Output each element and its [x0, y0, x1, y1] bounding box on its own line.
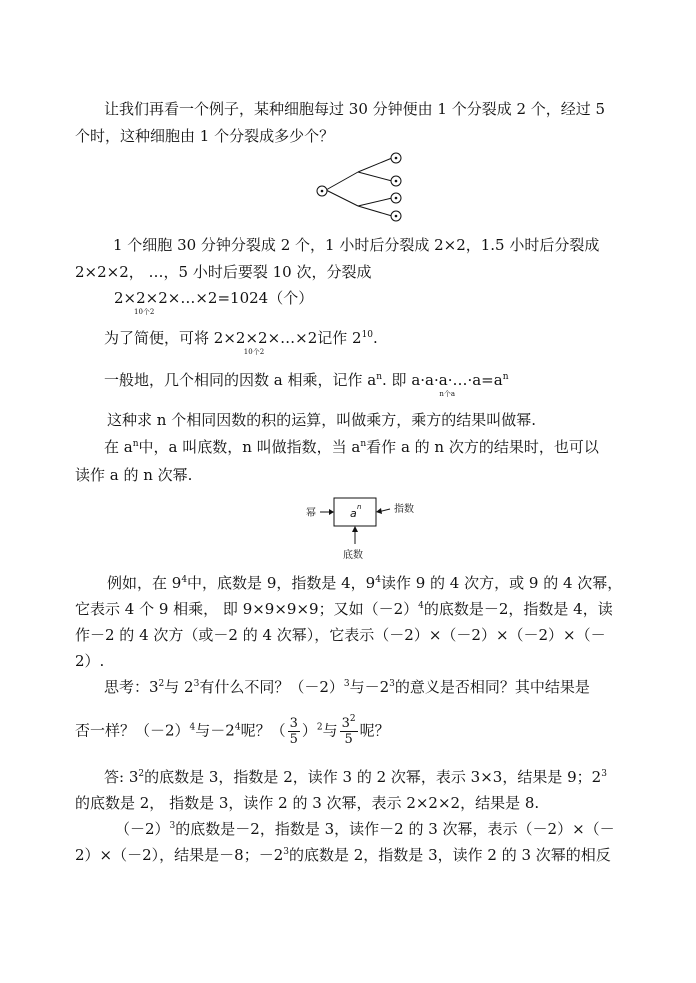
general-text: =a	[481, 371, 503, 389]
answer-text: 的底数是－2，指数是 3，读作－2 的 3 次幂，表示（－2）×（－	[175, 820, 615, 838]
exponent: n	[360, 439, 367, 449]
product-expression: a·a·a·…·a	[411, 371, 482, 389]
exponent: 4	[189, 722, 196, 733]
underbrace-product	[213, 328, 318, 356]
exponent: 3	[283, 847, 289, 857]
underbrace-label: 10个2	[134, 308, 155, 316]
exponent: 3	[343, 679, 350, 689]
fraction-denominator: 5	[289, 732, 298, 747]
exponent: 3	[389, 679, 395, 689]
para-cell-intro-line1: 让我们再看一个例子，某种细胞每过 30 分钟便由 1 个分裂成 2 个，经过 5	[104, 100, 606, 118]
underbrace-product	[411, 370, 482, 398]
underbrace-label: 10个2	[243, 348, 265, 356]
para-terms-line1	[104, 437, 599, 457]
answer-text: 的底数是 3，指数是 2，读作 3 的 2 次幂，表示 3×3，结果是 9；2	[144, 768, 602, 786]
simplify-text: .	[373, 329, 378, 347]
para-product-result	[114, 288, 314, 316]
exponent: 2	[349, 714, 356, 724]
arrow-icon	[352, 526, 358, 532]
think-text: ）	[301, 721, 317, 740]
example-text: 的底数是－2，指数是 4，读	[423, 600, 613, 618]
think-text: 与－2	[195, 721, 235, 740]
arrow-icon	[376, 508, 382, 514]
para-answer-line2: 的底数是 2， 指数是 3，读作 2 的 3 次幂，表示 2×2×2，结果是 8.	[75, 794, 540, 812]
cell-division-tree-diagram	[310, 148, 410, 228]
think-text: 与 2	[164, 678, 194, 696]
power-base-letter: a	[350, 507, 357, 520]
para-think-line1	[104, 677, 590, 697]
para-division-line2: 2×2×2， …，5 小时后要裂 10 次，分裂成	[75, 263, 372, 281]
exponent: 2	[138, 769, 145, 779]
product-expression: 2×2×2×…×2	[114, 289, 218, 307]
para-general	[104, 370, 509, 398]
think-text: 否一样？（－2）	[75, 721, 190, 740]
exponent: 2	[316, 722, 323, 733]
product-expression: 2×2×2×…×2	[213, 329, 318, 347]
general-text: . 即	[382, 371, 407, 389]
para-answer-line4	[75, 845, 611, 865]
example-text: 中，底数是 9，指数是 4，9	[187, 574, 376, 592]
exponent: 4	[181, 575, 188, 585]
simplify-text: 记作 2	[317, 329, 362, 347]
think-text: 的意义是否相同？其中结果是	[394, 678, 590, 696]
para-answer-line1	[104, 767, 607, 787]
para-answer-line3	[115, 819, 615, 839]
think-text: 有什么不同？（－2）	[199, 678, 344, 696]
exponent: n	[502, 372, 509, 382]
simplify-text: 为了简便，可将	[104, 329, 210, 347]
fraction-three-fifths	[288, 716, 300, 747]
para-terms-line2: 读作 a 的 n 次幂.	[75, 466, 193, 484]
label-base: 底数	[343, 550, 363, 561]
para-example-line3: 作－2 的 4 次方（或－2 的 4 次幂），它表示（－2）×（－2）×（－2）×（－	[75, 626, 606, 644]
exponent: 4	[234, 722, 241, 733]
underbrace-product	[114, 288, 218, 316]
arrow-icon	[329, 509, 334, 515]
power-exp-letter: n	[357, 503, 362, 511]
exponent: n	[132, 439, 139, 449]
answer-text: 2）×（－2），结果是－8；－2	[75, 846, 284, 864]
label-power: 幂	[306, 508, 316, 519]
think-text: 与	[322, 721, 338, 740]
exponent: 3	[193, 679, 200, 689]
exponent: n	[376, 372, 382, 382]
para-cell-intro-line2: 个时，这种细胞由 1 个分裂成多少个？	[75, 127, 335, 145]
exponent: 4	[375, 575, 381, 585]
think-text: 呢？	[359, 721, 390, 740]
example-text: 读作 9 的 4 次方，或 9 的 4 次幂，	[380, 574, 623, 592]
think-text: 与－2	[349, 678, 390, 696]
product-result: =1024（个）	[217, 289, 314, 307]
fraction-numerator: 3	[289, 716, 298, 731]
terms-text: 中，a 叫底数，n 叫做指数，当 a	[138, 438, 361, 456]
exponent: 2	[158, 679, 165, 689]
para-division-line1: 1 个细胞 30 分钟分裂成 2 个，1 小时后分裂成 2×2，1.5 小时后分裂成	[113, 236, 600, 254]
para-example-line1	[107, 573, 622, 593]
exponent: 3	[169, 821, 176, 831]
answer-text: （－2）	[115, 820, 170, 838]
exponent: 10	[361, 330, 374, 340]
para-definition: 这种求 n 个相同因数的积的运算，叫做乘方，乘方的结果叫做幂.	[107, 411, 536, 429]
answer-text: 答: 3	[104, 768, 139, 786]
exponent: 4	[418, 601, 424, 611]
fraction-denominator: 5	[344, 732, 353, 747]
example-text: 它表示 4 个 9 相乘， 即 9×9×9×9；又如（－2）	[75, 600, 419, 618]
terms-text: 在 a	[104, 438, 133, 456]
fraction-numerator-base: 3	[341, 716, 350, 731]
answer-text: 的底数是 2，指数是 3，读作 2 的 3 次幂的相反	[288, 846, 611, 864]
para-simplify	[104, 328, 378, 356]
fraction-numerator	[340, 716, 358, 732]
think-text: 思考：3	[104, 678, 159, 696]
para-think-line2	[75, 716, 390, 747]
para-example-line2	[75, 599, 613, 619]
general-text: 一般地，几个相同的因数 a 相乘，记作 a	[104, 371, 377, 389]
para-example-line4: 2）.	[75, 652, 105, 670]
power-terms-diagram	[300, 492, 430, 564]
label-exponent: 指数	[394, 504, 414, 515]
exponent: 3	[601, 769, 607, 779]
terms-text: 看作 a 的 n 次方的结果时，也可以	[366, 438, 599, 456]
fraction-three-squared-over-five	[340, 716, 358, 747]
example-text: 例如，在 9	[107, 574, 182, 592]
underbrace-label: n个a	[439, 390, 456, 398]
think-text: 呢？（	[240, 721, 286, 740]
